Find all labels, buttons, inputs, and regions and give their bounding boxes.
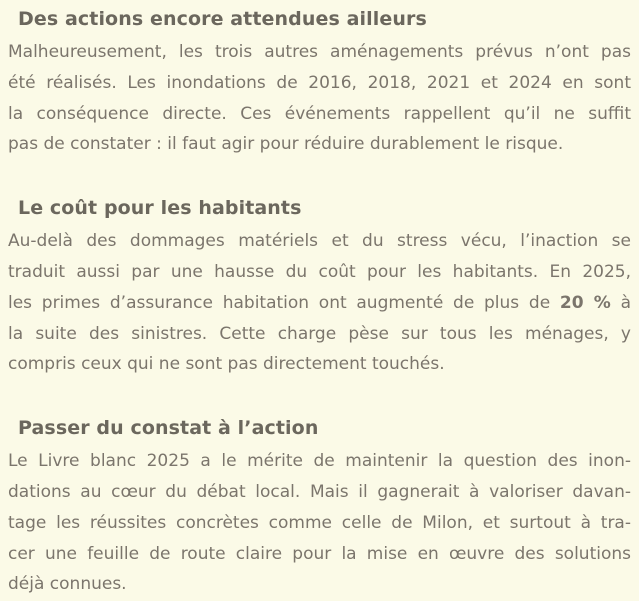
paragraph <box>8 226 631 380</box>
section-cout-habitants <box>8 197 631 380</box>
paragraph-line: les primes d’assurance habitation ont augmenté de plus de 20 % à <box>8 292 631 313</box>
paragraph-line: pas de constater : il faut agir pour réduire durablement le risque. <box>8 134 564 155</box>
section-heading: Des actions encore attendues ailleurs <box>18 8 427 30</box>
paragraph-line: la conséquence directe. Ces événements rappellent qu’il ne suffit <box>8 103 631 124</box>
paragraph-line: été réalisés. Les inondations de 2016, 2018, 2021 et 2024 en sont <box>8 72 631 93</box>
paragraph <box>8 37 631 160</box>
section-constat-action <box>8 417 631 600</box>
paragraph-line: tage les réussites concrètes comme celle de Milon, et surtout à tra- <box>8 512 631 533</box>
paragraph-line: déjà connues. <box>8 574 127 595</box>
paragraph-line: traduit aussi par une hausse du coût pour les habitants. En 2025, <box>8 261 631 282</box>
paragraph-line: cer une feuille de route claire pour la mise en œuvre des solutions <box>8 543 631 564</box>
paragraph-line: Le Livre blanc 2025 a le mérite de maintenir la question des inon- <box>8 451 631 472</box>
paragraph-line: Malheureusement, les trois autres aménagements prévus n’ont pas <box>8 42 631 62</box>
section-actions-attendues <box>8 8 631 160</box>
paragraph-line: Au-delà des dommages matériels et du stress vécu, l’inaction se <box>8 231 631 252</box>
paragraph-line: dations au cœur du débat local. Mais il gagnerait à valoriser davan- <box>8 481 631 502</box>
paragraph-line: la suite des sinistres. Cette charge pèse sur tous les ménages, y <box>8 323 631 344</box>
section-heading: Le coût pour les habitants <box>18 197 302 220</box>
section-heading: Passer du constat à l’action <box>18 417 319 440</box>
paragraph-line: compris ceux qui ne sont pas directement touchés. <box>8 354 445 375</box>
paragraph <box>8 446 631 600</box>
